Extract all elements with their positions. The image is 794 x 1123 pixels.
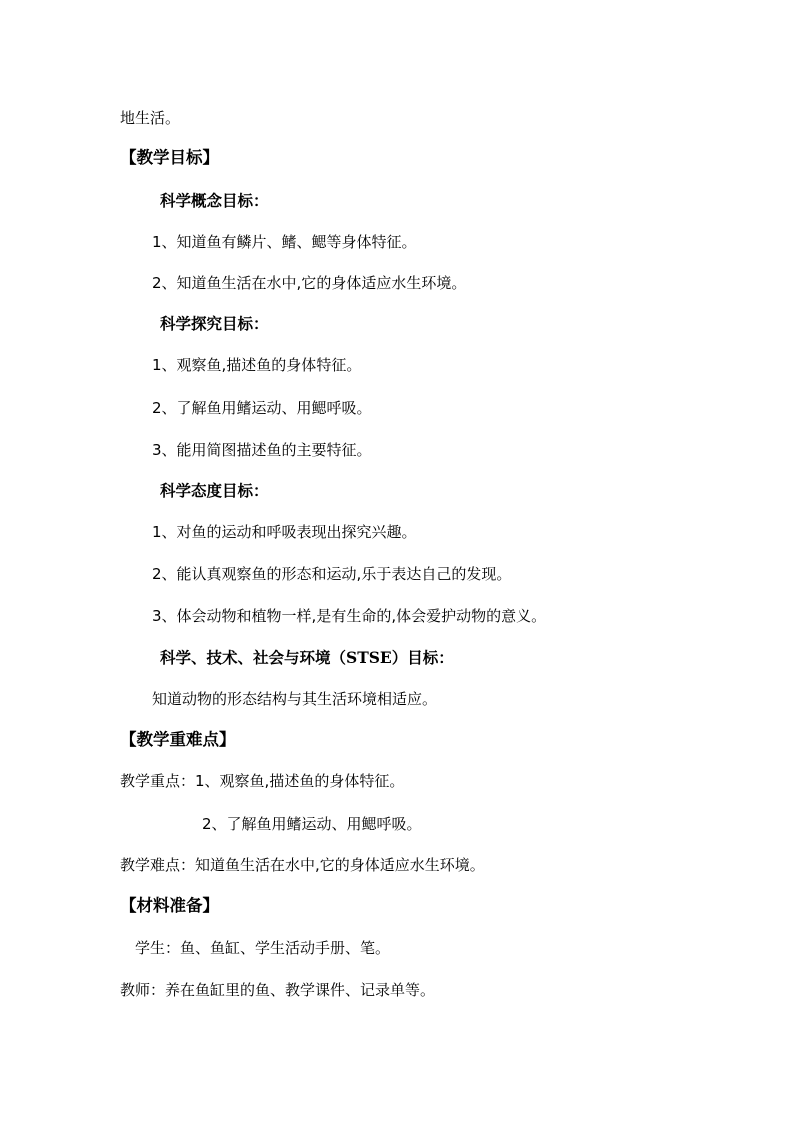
subheading-concept-goals: 科学概念目标： — [160, 191, 269, 210]
attitude-goal-1: 1、对鱼的运动和呼吸表现出探究兴趣。 — [152, 523, 417, 541]
text-continuation: 地生活。 — [120, 109, 181, 127]
inquiry-goal-2: 2、了解鱼用鳍运动、用鳃呼吸。 — [152, 399, 372, 417]
inquiry-goal-1: 1、观察鱼,描述鱼的身体特征。 — [152, 356, 362, 374]
subheading-stse-goals: 科学、技术、社会与环境（STSE）目标： — [160, 648, 454, 667]
section-heading-teaching-goals: 【教学目标】 — [120, 148, 219, 167]
difficult-point: 教学难点：知道鱼生活在水中,它的身体适应水生环境。 — [120, 856, 485, 874]
section-heading-materials: 【材料准备】 — [120, 896, 219, 915]
attitude-goal-2: 2、能认真观察鱼的形态和运动,乐于表达自己的发现。 — [152, 565, 512, 583]
subheading-attitude-goals: 科学态度目标： — [160, 481, 269, 500]
attitude-goal-3: 3、体会动物和植物一样,是有生命的,体会爱护动物的意义。 — [152, 607, 547, 625]
key-point-2: 2、了解鱼用鳍运动、用鳃呼吸。 — [202, 815, 422, 833]
section-heading-key-points: 【教学重难点】 — [120, 730, 236, 749]
materials-students: 学生：鱼、鱼缸、学生活动手册、笔。 — [135, 939, 391, 957]
concept-goal-1: 1、知道鱼有鳞片、鳍、鳃等身体特征。 — [152, 233, 417, 251]
concept-goal-2: 2、知道鱼生活在水中,它的身体适应水生环境。 — [152, 274, 467, 292]
key-point-1: 教学重点：1、观察鱼,描述鱼的身体特征。 — [120, 772, 405, 790]
subheading-inquiry-goals: 科学探究目标： — [160, 314, 269, 333]
materials-teacher: 教师：养在鱼缸里的鱼、教学课件、记录单等。 — [120, 981, 436, 999]
inquiry-goal-3: 3、能用简图描述鱼的主要特征。 — [152, 441, 372, 459]
stse-goal: 知道动物的形态结构与其生活环境相适应。 — [152, 690, 438, 708]
